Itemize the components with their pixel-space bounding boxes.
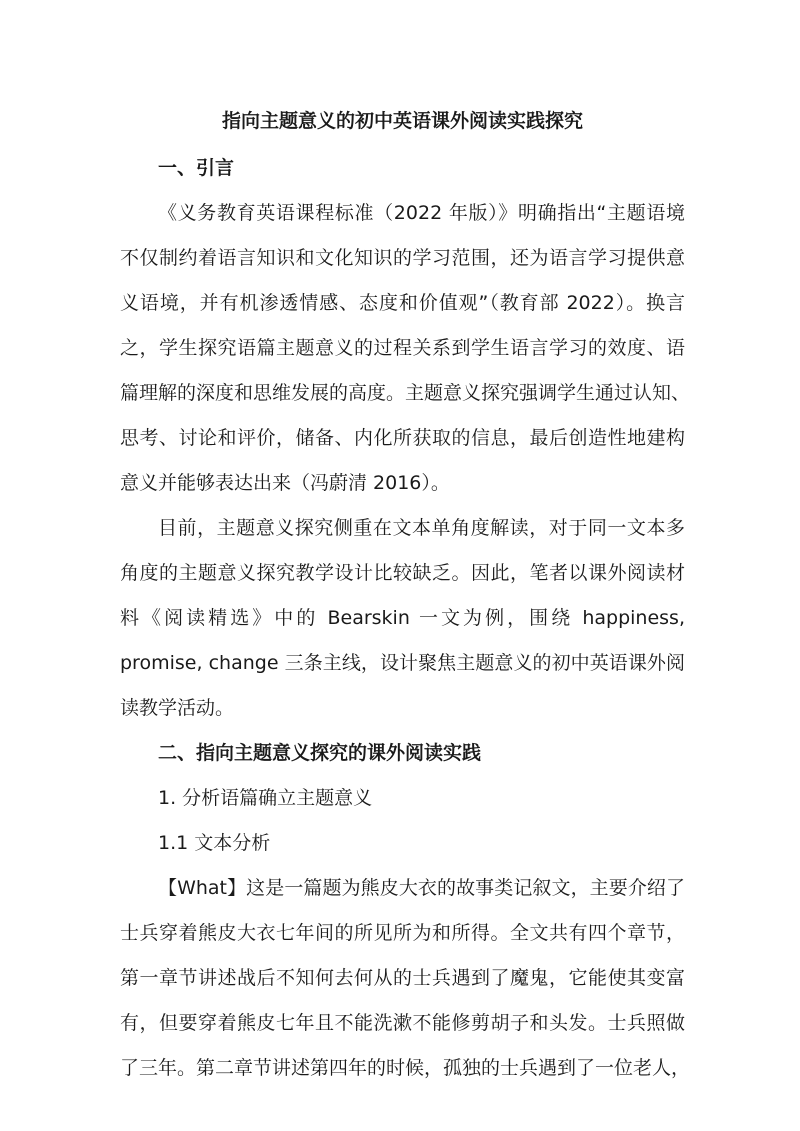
paragraph-line: 之，学生探究语篇主题意义的过程关系到学生语言学习的效度、语 xyxy=(120,337,685,359)
paragraph-line: 有，但要穿着熊皮七年且不能洗漱不能修剪胡子和头发。士兵照做 xyxy=(120,1012,685,1034)
paragraph-line: 【What】这是一篇题为熊皮大衣的故事类记叙文，主要介绍了 xyxy=(158,877,685,899)
paragraph-line: 《义务教育英语课程标准（2022 年版）》明确指出“主题语境 xyxy=(158,202,685,224)
paragraph-line: 篇理解的深度和思维发展的高度。主题意义探究强调学生通过认知、 xyxy=(120,382,691,404)
subheading-text-analysis: 1.1 文本分析 xyxy=(158,832,271,854)
paragraph-line: 第一章节讲述战后不知何去何从的士兵遇到了魔鬼，它能使其变富 xyxy=(120,967,685,989)
paragraph-line: 角度的主题意义探究教学设计比较缺乏。因此，笔者以课外阅读材 xyxy=(120,562,685,584)
paragraph-line: 士兵穿着熊皮大衣七年间的所见所为和所得。全文共有四个章节， xyxy=(120,922,685,944)
section-heading-introduction: 一、引言 xyxy=(158,157,235,179)
paragraph-line: 读教学活动。 xyxy=(120,697,235,719)
paragraph-line: promise, change 三条主线，设计聚焦主题意义的初中英语课外阅 xyxy=(120,652,685,674)
document-title: 指向主题意义的初中英语课外阅读实践探究 xyxy=(221,110,583,132)
paragraph-line: 目前，主题意义探究侧重在文本单角度解读，对于同一文本多 xyxy=(158,517,685,539)
paragraph-line: 思考、讨论和评价，储备、内化所获取的信息，最后创造性地建构 xyxy=(120,427,685,449)
paragraph-line: 意义并能够表达出来（冯蔚清 2016）。 xyxy=(120,472,450,494)
paragraph-line: 不仅制约着语言知识和文化知识的学习范围，还为语言学习提供意 xyxy=(120,247,685,269)
paragraph-line: 料《阅读精选》中的 Bearskin 一文为例，围绕 happiness, xyxy=(120,607,685,629)
paragraph-line: 了三年。第二章节讲述第四年的时候，孤独的士兵遇到了一位老人， xyxy=(120,1057,691,1079)
paragraph-line: 义语境，并有机渗透情感、态度和价值观”（教育部 2022）。换言 xyxy=(120,292,685,314)
subheading-analysis: 1. 分析语篇确立主题意义 xyxy=(158,787,373,809)
section-heading-practice: 二、指向主题意义探究的课外阅读实践 xyxy=(158,742,482,764)
